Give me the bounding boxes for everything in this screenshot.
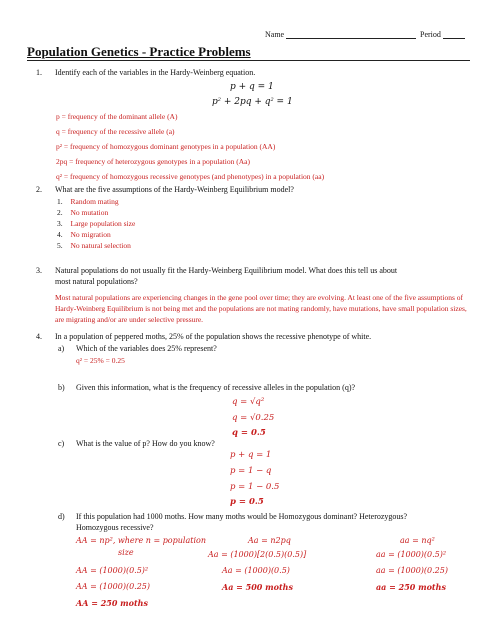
period-field[interactable] [420, 30, 465, 39]
q4b-text: Given this information, what is the frequency of recessive alleles in the population (q)? [76, 383, 356, 392]
q4b-eq-3: q = 0.5 [232, 428, 266, 438]
period-blank [443, 38, 465, 39]
q4d-col2-line-1: Aa = n2pq [248, 536, 291, 545]
q4a-label: a) [58, 344, 65, 353]
q4c-eq-4: p = 0.5 [230, 497, 264, 507]
name-field[interactable] [265, 30, 416, 39]
q1-def-p2: p² = frequency of homozygous dominant genotypes in a population (AA) [56, 142, 276, 151]
q4d-col3-line-4: aa = 250 moths [376, 582, 446, 592]
q4c-text: What is the value of p? How do you know? [76, 439, 215, 448]
q4b-label: b) [58, 383, 65, 392]
q4b-eq-1: q = √q² [232, 397, 265, 407]
q4b-eq-2: q = √0.25 [232, 413, 275, 423]
q4d-col2-line-4: Aa = 500 moths [222, 582, 293, 592]
q2-item-3: 3. Large population size [57, 219, 136, 228]
q1-def-2pq: 2pq = frequency of heterozygous genotypes in a population (Aa) [56, 157, 250, 166]
q1-number: 1. [36, 68, 42, 77]
q2-item-4: 4. No migration [57, 230, 111, 239]
title-rule [27, 60, 470, 61]
q1-equation-1: p + q = 1 [230, 82, 274, 92]
q4c-label: c) [58, 439, 65, 448]
q4d-col3-line-2: aa = (1000)(0.5)² [376, 550, 447, 559]
q4d-label: d) [58, 512, 65, 521]
q3-answer: Most natural populations are experiencing changes in the gene pool over time; they are evolving. At least one of the five assumptions of Hardy-Weinberg Equilibrium is not being met and the populations are not mating randomly, have mutations, have small population sizes, are migrating and/or are under selective pressure. [55, 293, 467, 324]
q4d-text-line-1: If this population had 1000 moths. How many moths would be Homozygous dominant? Heterozygous? [76, 512, 408, 521]
q2-item-2: 2. No mutation [57, 208, 109, 217]
q4a-text: Which of the variables does 25% represent? [76, 344, 217, 353]
q2-item-5: 5. No natural selection [57, 241, 131, 250]
q1-def-p: p = frequency of the dominant allele (A) [56, 112, 178, 121]
q4d-col1-line-4: AA = (1000)(0.25) [76, 582, 150, 591]
q4d-col1-line-1: AA = np², where n = population [76, 536, 206, 545]
q4c-eq-2: p = 1 − q [230, 466, 272, 476]
name-blank [286, 38, 416, 39]
q4d-col3-line-1: aa = nq² [400, 536, 435, 545]
q2-text: What are the five assumptions of the Hardy-Weinberg Equilibrium model? [55, 185, 294, 194]
q4d-col1-line-3: AA = (1000)(0.5)² [76, 566, 149, 575]
q3-text-line-1: Natural populations do not usually fit the Hardy-Weinberg Equilibrium model. What does this tell us about [55, 266, 398, 275]
q4c-eq-3: p = 1 − 0.5 [230, 482, 280, 492]
q4d-col2-line-2: Aa = (1000)[2(0.5)(0.5)] [208, 550, 307, 559]
q4-text: In a population of peppered moths, 25% of the population shows the recessive phenotype of white. [55, 332, 372, 341]
q2-number: 2. [36, 185, 42, 194]
q1-text: Identify each of the variables in the Hardy-Weinberg equation. [55, 68, 256, 77]
q1-def-q2: q² = frequency of homozygous recessive genotypes (and phenotypes) in a population (aa) [56, 172, 325, 181]
q4a-answer: q² = 25% = 0.25 [76, 356, 125, 365]
q4d-col1-line-2: size [118, 548, 134, 557]
q1-def-q: q = frequency of the recessive allele (a) [56, 127, 175, 136]
q1-equation-2: $p^2 + 2pq + q^2 = 1$ [212, 97, 293, 107]
q2-item-1: 1. Random mating [57, 197, 119, 206]
q4d-text-line-2: Homozygous recessive? [76, 523, 154, 532]
page-title: Population Genetics - Practice Problems [27, 44, 251, 59]
q4d-col3-line-3: aa = (1000)(0.25) [376, 566, 448, 575]
q4c-eq-1: p + q = 1 [230, 450, 272, 460]
name-label: Name [265, 30, 285, 39]
q4d-col1-line-5: AA = 250 moths [76, 598, 148, 608]
q4-number: 4. [36, 332, 42, 341]
q3-number: 3. [36, 266, 42, 275]
q4d-col2-line-3: Aa = (1000)(0.5) [222, 566, 290, 575]
q3-text-line-2: most natural populations? [55, 277, 138, 286]
period-label: Period [420, 30, 441, 39]
